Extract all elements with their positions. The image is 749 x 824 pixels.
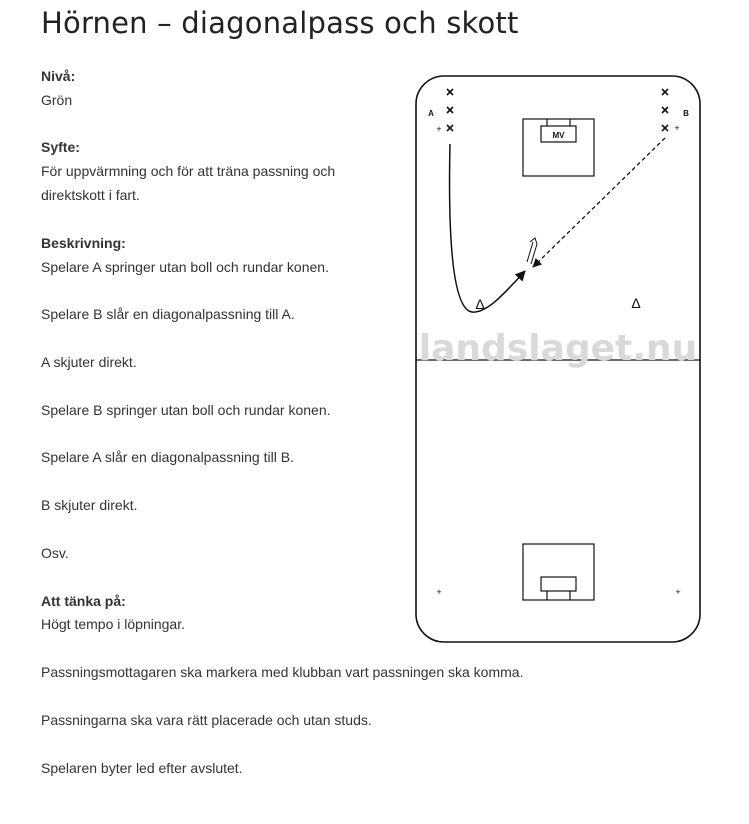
tip-item: Spelaren byter led efter avslutet.: [41, 760, 243, 776]
level-label: Nivå:: [41, 68, 76, 84]
tip-item: Högt tempo i löpningar.: [41, 616, 185, 632]
description-step: Spelare A slår en diagonalpassning till B.: [41, 449, 294, 465]
faceoff-marker: +: [436, 587, 442, 597]
player-a-start-marker: +: [436, 124, 442, 134]
description-step: A skjuter direkt.: [41, 354, 137, 370]
cone-right: Δ: [631, 295, 641, 311]
purpose-label: Syfte:: [41, 139, 80, 155]
description-step: B skjuter direkt.: [41, 497, 138, 513]
description-label: Beskrivning:: [41, 235, 126, 251]
tip-item: Passningsmottagaren ska markera med klubban vart passningen ska komma.: [41, 664, 524, 680]
purpose-line: För uppvärmning och för att träna passning och: [41, 163, 336, 179]
level-value: Grön: [41, 92, 73, 108]
player-b-label: B: [683, 109, 689, 118]
description-step: Spelare B slår en diagonalpassning till A.: [41, 306, 295, 322]
player-a-label: A: [428, 109, 434, 118]
drill-diagram: [414, 74, 704, 646]
watermark: landslaget.nu: [418, 328, 698, 369]
faceoff-marker: +: [675, 587, 681, 597]
description-step: Spelare B springer utan boll och rundar konen.: [41, 402, 331, 418]
tips-label: Att tänka på:: [41, 593, 126, 609]
player-b-start-marker: +: [674, 123, 680, 133]
description-step: Spelare A springer utan boll och rundar konen.: [41, 259, 329, 275]
cone-left: Δ: [475, 296, 485, 312]
tip-item: Passningarna ska vara rätt placerade och utan studs.: [41, 712, 372, 728]
description-step: Osv.: [41, 545, 69, 561]
purpose-line: direktskott i fart.: [41, 187, 140, 203]
goalkeeper-label: MV: [552, 131, 565, 140]
page-title: Hörnen – diagonalpass och skott: [41, 6, 519, 40]
